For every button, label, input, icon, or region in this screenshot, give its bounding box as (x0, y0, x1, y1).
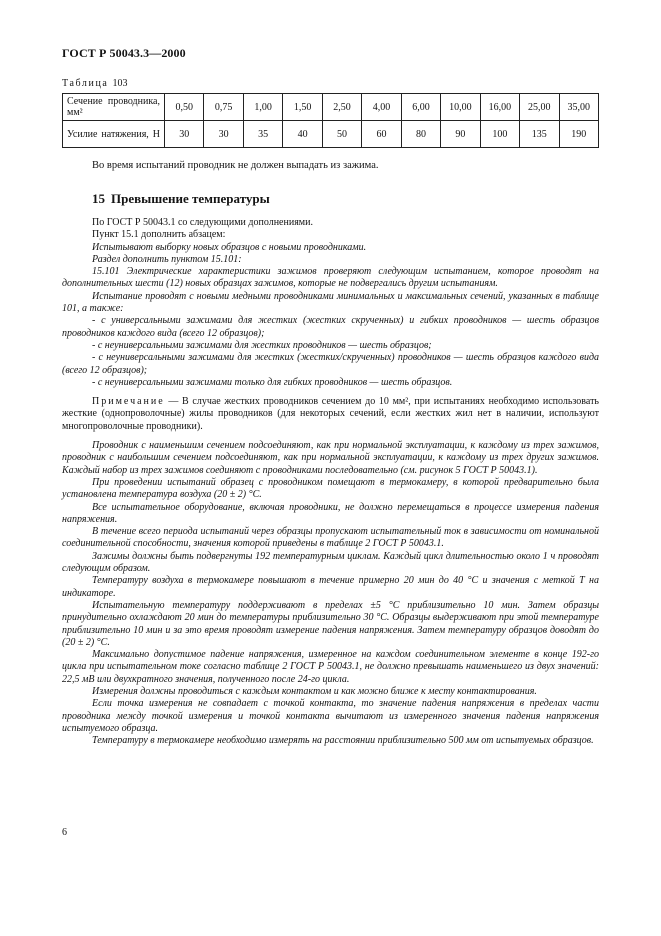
paragraph: При проведении испытаний образец с проводником помещают в термокамеру, в которой предварительно была установлена температура воздуха (20 ± 2) °С. (62, 476, 599, 501)
table-cell: 25,00 (520, 94, 559, 121)
paragraph: Испытательную температуру поддерживают в пределах ±5 °С приблизительно 10 мин. Затем образцы принудительно охлаждают 20 мин до температуры приблизительно 30 °С. Образцы выдерживают при этой температуре приблизительно 10 мин и за это время проводят измерение падения напряжения. Затем температуру образцов доводят до (20 ± 2) °С. (62, 599, 599, 648)
paragraph: 15.101 Электрические характеристики зажимов проверяют следующим испытанием, которое проводят на дополнительных шести (12) новых образцах зажимов, которые не подвергались другим испытаниям. (62, 266, 599, 290)
list-item: - с универсальными зажимами для жестких (жестких скрученных) и гибких проводников — шесть образцов проводников каждого вида (всего 12 образцов); (62, 315, 599, 339)
row-label-cross-section: Сечение проводника, мм² (63, 94, 165, 121)
section-heading (92, 191, 270, 207)
paragraph: По ГОСТ Р 50043.1 со следующими дополнениями. (92, 217, 313, 228)
table-caption-label: Таблица (62, 78, 109, 89)
paragraph: Температуру воздуха в термокамере повышают в течение примерно 20 мин до 40 °С и значения с меткой Т на индикаторе. (62, 575, 599, 599)
table-cell: 10,00 (441, 94, 480, 121)
paragraph: Испытание проводят с новыми медными проводниками минимальных и максимальных сечений, указанных в таблице 101, а также: (62, 290, 599, 315)
data-table (62, 93, 599, 148)
table-cell: 16,00 (480, 94, 519, 121)
table-row (63, 94, 599, 121)
paragraph: Зажимы должны быть подвергнуты 192 температурным циклам. Каждый цикл длительностью около 1 ч проводят следующим образом. (62, 550, 599, 575)
table-cell: 190 (559, 121, 598, 148)
table-cell: 6,00 (401, 94, 440, 121)
table-cell: 2,50 (322, 94, 361, 121)
list-item: - с неуниверсальными зажимами только для гибких проводников — шесть образцов. (92, 376, 453, 388)
table-caption (62, 78, 127, 89)
paragraph: Испытывают выборку новых образцов с новыми проводниками. (92, 241, 367, 253)
table-cell: 1,50 (283, 94, 322, 121)
list-item: - с неуниверсальными зажимами для жестких (жестких/скрученных) проводников — шесть образцов каждого вида (всего 12 образцов); (62, 352, 599, 376)
body-text (62, 217, 599, 747)
table-cell: 35,00 (559, 94, 598, 121)
table-cell: 40 (283, 121, 322, 148)
paragraph: Проводник с наименьшим сечением подсоединяют, как при нормальной эксплуатации, к каждому из трех зажимов, проводник с наибольшим сечением подсоединяют, как при нормальной эксплуатации, к каждому из трех других зажимов. Каждый набор из трех зажимов соединяют с проводниками последовательно (см. рисунок 5 ГОСТ Р 50043.1). (62, 440, 599, 476)
note-label: Примечание (92, 396, 165, 408)
paragraph: В течение всего периода испытаний через образцы пропускают испытательный ток в зависимости от номинальной соединительной способности, значения которой приведены в таблице 2 ГОСТ Р 50043.1. (62, 526, 599, 550)
paragraph: Раздел дополнить пунктом 15.101: (92, 253, 242, 265)
table-cell: 80 (401, 121, 440, 148)
table-cell: 1,00 (243, 94, 282, 121)
table-cell: 30 (204, 121, 243, 148)
table-cell: 135 (520, 121, 559, 148)
table-cell: 50 (322, 121, 361, 148)
paragraph: Пункт 15.1 дополнить абзацем: (92, 229, 226, 241)
paragraph: Измерения должны проводиться с каждым контактом и как можно ближе к месту контактирования. (92, 685, 537, 697)
table-cell: 30 (165, 121, 204, 148)
table-cell: 60 (362, 121, 401, 148)
paragraph: Все испытательное оборудование, включая проводники, не должно перемещаться в процессе измерения падения напряжения. (62, 501, 599, 525)
table-caption-number: 103 (112, 78, 128, 89)
page-header: ГОСТ Р 50043.3—2000 (62, 46, 186, 60)
table-footnote-text: Во время испытаний проводник не должен выпадать из зажима. (92, 160, 379, 171)
section-number: 15 (92, 191, 105, 206)
table-cell: 90 (441, 121, 480, 148)
list-item: - с неуниверсальными зажимами для жестких проводников — шесть образцов; (92, 339, 432, 351)
note (62, 396, 599, 433)
table-cell: 0,75 (204, 94, 243, 121)
paragraph: Температуру в термокамере необходимо измерять на расстоянии приблизительно 500 мм от испытуемых образцов. (92, 735, 594, 747)
paragraph: Максимально допустимое падение напряжения, измеренное на каждом соединительном элементе в конце 192-го цикла при испытательном токе согласно таблице 2 ГОСТ Р 50043.1, не должно превышать наименьшего из двух значений: 22,5 мВ или двухкратного значения, полученного после 24-го цикла. (62, 649, 599, 685)
paragraph: Если точка измерения не совпадает с точкой контакта, то значение падения напряжения в пределах части проводника между точкой измерения и точкой контакта вычитают из измеренного значения падения напряжения испытуемого образца. (62, 698, 599, 734)
section-title: Превышение температуры (111, 191, 270, 206)
table-row (63, 121, 599, 148)
page-number: 6 (62, 827, 67, 838)
table-cell: 35 (243, 121, 282, 148)
table-cell: 0,50 (165, 94, 204, 121)
table-cell: 4,00 (362, 94, 401, 121)
table-cell: 100 (480, 121, 519, 148)
note-text: — В случае жестких проводников сечением до 10 мм², при испытаниях необходимо использовать жесткие (однопроволочные) жилы проводников (для некоторых сечений, если жестких жил нет в наличии, используют многопроволочные проводники). (62, 396, 599, 432)
row-label-tension-force: Усилие натяжения, Н (63, 121, 165, 148)
